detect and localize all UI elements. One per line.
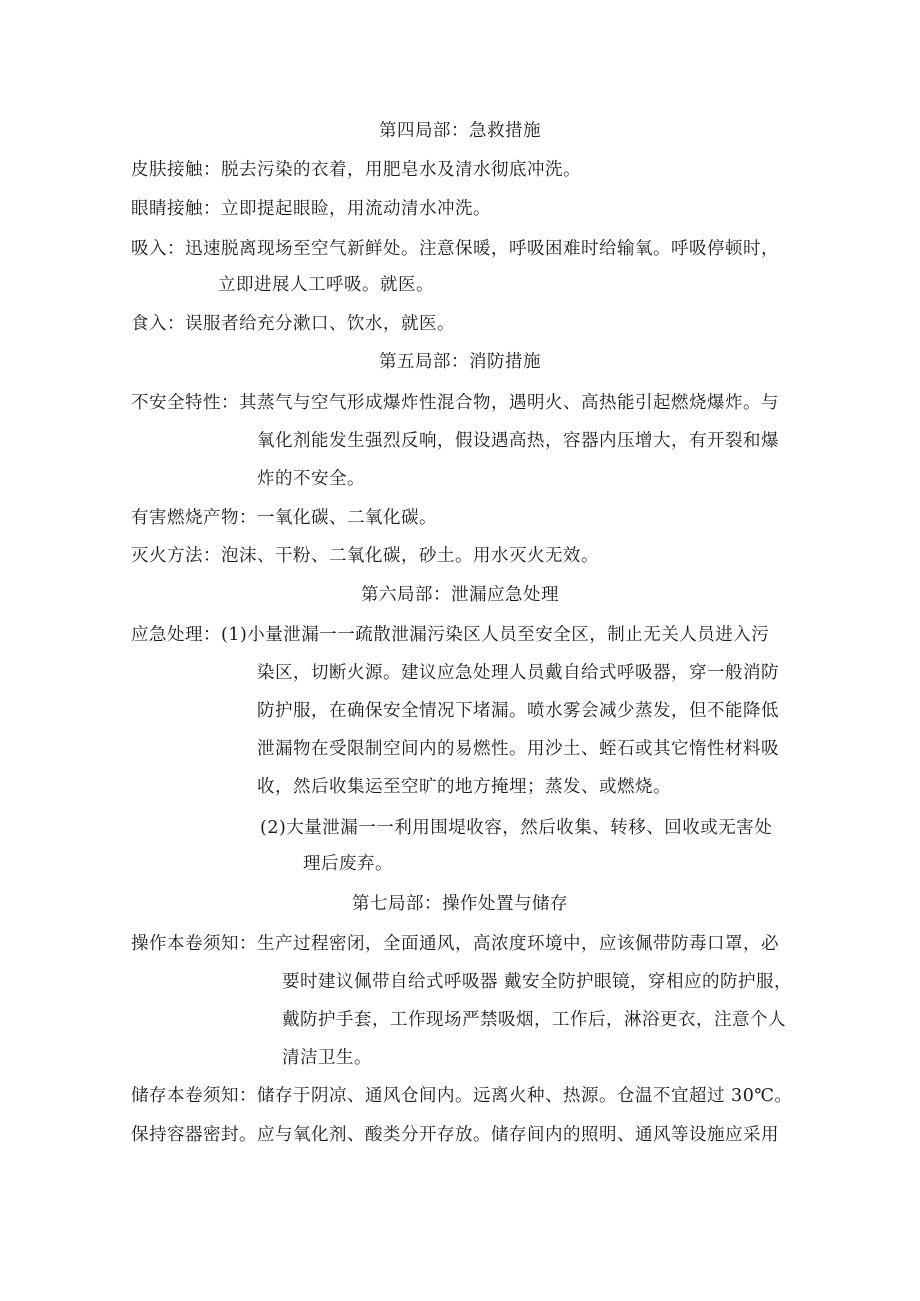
paragraph-line: 立即进展人工呼吸。就医。 — [218, 275, 434, 295]
paragraph-line: 氧化剂能发生强烈反响，假设遇高热，容器内压增大，有开裂和爆 — [257, 431, 779, 451]
paragraph-line: 保持容器密封。应与氧化剂、酸类分开存放。储存间内的照明、通风等设施应采用 — [131, 1125, 779, 1145]
paragraph-line: 要时建议佩带自给式呼吸器 戴安全防护眼镜，穿相应的防护服， — [282, 972, 793, 992]
paragraph-line: 炸的不安全。 — [257, 469, 365, 489]
paragraph-line: 收，然后收集运至空旷的地方掩埋；蒸发、或燃烧。 — [257, 777, 671, 797]
paragraph-line: (2)大量泄漏一一利用围堤收容，然后收集、转移、回收或无害处 — [260, 818, 773, 838]
paragraph-line: 眼睛接触：立即提起眼睑，用流动清水冲洗。 — [131, 199, 491, 219]
paragraph-line: 泄漏物在受限制空间内的易燃性。用沙土、蛭石或其它惰性材料吸 — [257, 739, 779, 759]
paragraph-line: 戴防护手套，工作现场严禁吸烟，工作后，淋浴更衣，注意个人 — [282, 1010, 786, 1030]
paragraph-line: 储存本卷须知：储存于阴凉、通风仓间内。远离火种、热源。仓温不宜超过 30℃。 — [131, 1086, 793, 1106]
section-7-heading: 第七局部：操作处置与储存 — [352, 894, 568, 914]
paragraph-line: 灭火方法：泡沫、干粉、二氧化碳，砂土。用水灭火无效。 — [131, 546, 599, 566]
section-5-heading: 第五局部：消防措施 — [379, 352, 541, 372]
paragraph-line: 应急处理：(1)小量泄漏一一疏散泄漏污染区人员至安全区，制止无关人员进入污 — [131, 625, 770, 645]
paragraph-line: 清洁卫生。 — [282, 1048, 372, 1068]
paragraph-line: 理后废弃。 — [303, 854, 393, 874]
paragraph-line: 染区，切断火源。建议应急处理人员戴自给式呼吸器，穿一般消防 — [257, 663, 779, 683]
paragraph-line: 吸入：迅速脱离现场至空气新鲜处。注意保暖，呼吸困难时给输氧。呼吸停顿时， — [131, 239, 779, 259]
paragraph-line: 食入：误服者给充分漱口、饮水，就医。 — [131, 314, 455, 334]
paragraph-line: 皮肤接触：脱去污染的衣着，用肥皂水及清水彻底冲洗。 — [131, 160, 581, 180]
paragraph-line: 操作本卷须知：生产过程密闭，全面通风，高浓度环境中，应该佩带防毒口罩，必 — [131, 934, 779, 954]
paragraph-line: 防护服，在确保安全情况下堵漏。喷水雾会减少蒸发，但不能降低 — [257, 701, 779, 721]
section-4-heading: 第四局部：急救措施 — [379, 121, 541, 141]
paragraph-line: 不安全特性：其蒸气与空气形成爆炸性混合物，遇明火、高热能引起燃烧爆炸。与 — [131, 393, 779, 413]
paragraph-line: 有害燃烧产物：一氧化碳、二氧化碳。 — [131, 508, 437, 528]
section-6-heading: 第六局部：泄漏应急处理 — [361, 585, 559, 605]
